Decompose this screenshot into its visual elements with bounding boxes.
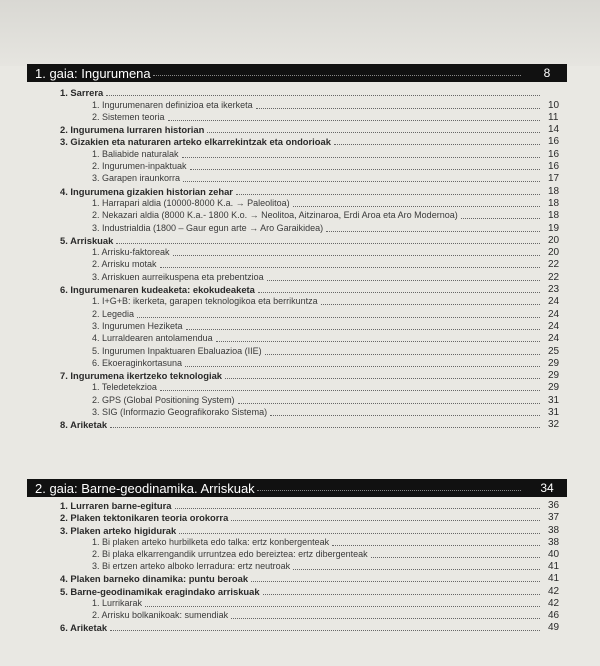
toc-entry-title: 1. Bi plaken arteko hurbilketa edo talka: ertz konbergenteak: [92, 536, 330, 547]
dot-leader: [238, 403, 540, 404]
toc-entry-title: 1. Teledetekzioa: [92, 382, 157, 393]
toc-entry: [0, 246, 600, 258]
toc-entry-page: 11: [548, 111, 559, 123]
toc-entry: [0, 369, 600, 381]
dot-leader: [267, 280, 540, 281]
toc-entry: [0, 209, 600, 221]
toc-entry-page: 10: [548, 99, 560, 111]
dot-leader: [116, 243, 540, 244]
toc-entry-page: 23: [548, 284, 560, 296]
dot-leader: [182, 157, 540, 158]
toc-entry-page: 18: [548, 197, 560, 209]
toc-entry: [0, 344, 600, 356]
toc-entry-page: 20: [548, 247, 560, 259]
dot-leader: [293, 206, 540, 207]
dot-leader: [256, 108, 540, 109]
toc-entry: [0, 270, 600, 282]
dot-leader: [106, 95, 540, 96]
dot-leader: [332, 545, 540, 546]
dot-leader: [321, 304, 540, 305]
toc-entry: [0, 111, 600, 123]
toc-entry-page: 19: [548, 222, 560, 234]
toc-entry-page: 17: [548, 173, 560, 185]
toc-entry: [0, 609, 600, 621]
toc-entry-page: 24: [548, 308, 560, 320]
toc-entry: [0, 357, 600, 369]
dot-leader: [160, 390, 540, 391]
toc-entry: [0, 393, 600, 405]
toc-entry-title: 2. Arrisku motak: [92, 259, 157, 270]
toc-entry-title: 5. Barne-geodinamikak eragindako arriskuak: [60, 585, 260, 597]
toc-entry-page: 16: [548, 148, 560, 160]
toc-entry-title: 1. Baliabide naturalak: [92, 148, 179, 159]
dot-leader: [231, 520, 540, 521]
toc-entry-page: 32: [548, 419, 560, 431]
dot-leader: [225, 378, 540, 379]
dot-leader: [190, 169, 540, 170]
toc-entry-page: 24: [548, 333, 560, 345]
toc-entry-page: 25: [548, 345, 560, 357]
dot-leader: [183, 181, 540, 182]
toc-entry-page: 38: [548, 536, 560, 548]
page-top-margin: [0, 0, 600, 66]
toc-entry-title: 4. Plaken barneko dinamika: puntu beroak: [60, 573, 249, 585]
toc-entry-page: 22: [548, 271, 560, 283]
toc-entry-title: 4. Ingurumena gizakien historian zehar: [60, 185, 233, 197]
toc-entry-title: 3. Garapen iraunkorra: [92, 173, 181, 184]
toc-entry-title: 3. Plaken arteko higidurak: [60, 524, 177, 536]
toc-entry: [0, 172, 600, 184]
toc-entry: [0, 320, 600, 332]
toc-entry-page: 22: [548, 259, 560, 271]
toc-entry-page: 16: [548, 136, 560, 148]
dot-leader: [173, 255, 540, 256]
toc-entry-title: 2. Legedia: [92, 308, 135, 319]
toc-entry-title: 2. Ingurumena lurraren historian: [60, 124, 205, 136]
toc-entry-page: 46: [548, 609, 560, 621]
toc-entry-page: 29: [548, 382, 560, 394]
dot-leader: [265, 354, 540, 355]
toc-entry: [0, 98, 600, 110]
toc-entry-title: 2. Nekazari aldia (8000 K.a.- 1800 K.o. → Neolitoa, Aitzinaroa, Erdi Aroa eta Aro Modernoa): [92, 210, 458, 221]
toc-entry-title: 2. Ingurumen-inpaktuak: [92, 161, 187, 172]
dot-leader: [371, 557, 540, 558]
toc-entry: [0, 258, 600, 270]
toc-entry-page: 49: [548, 622, 560, 634]
toc-entry-page: 14: [548, 124, 560, 136]
chapter-1-header: [27, 64, 567, 82]
toc-entry-page: 18: [548, 210, 560, 222]
toc-entry-page: 41: [548, 573, 560, 585]
toc-entry-title: 6. Ariketak: [60, 622, 108, 634]
toc-entry-page: 29: [548, 370, 560, 382]
toc-entry: [0, 221, 600, 233]
toc-entry-title: 6. Ekoeraginkortasuna: [92, 357, 183, 368]
toc-entry: [0, 511, 600, 523]
dot-leader: [137, 317, 540, 318]
toc-entry-page: 29: [548, 357, 560, 369]
toc-entry-title: 5. Ingurumen Inpaktuaren Ebaluazioa (IIE): [92, 345, 262, 356]
dot-leader: [326, 231, 540, 232]
dot-leader: [334, 144, 540, 145]
chapter-2-toc: [0, 499, 600, 633]
toc-entry: [0, 381, 600, 393]
dot-leader: [179, 533, 540, 534]
chapter-1-title: 1. gaia: Ingurumena: [35, 65, 151, 81]
toc-entry-page: 38: [548, 524, 560, 536]
toc-entry: [0, 234, 600, 246]
toc-entry-title: 2. Sistemen teoria: [92, 111, 165, 122]
toc-entry: [0, 295, 600, 307]
toc-entry-title: 6. Ingurumenaren kudeaketa: ekokudeaketa: [60, 284, 255, 296]
toc-entry: [0, 584, 600, 596]
chapter-2-leader: [257, 490, 521, 491]
dot-leader: [231, 618, 540, 619]
toc-entry-title: 1. I+G+B: ikerketa, garapen teknologikoa eta berrikuntza: [92, 296, 318, 307]
toc-entry: [0, 332, 600, 344]
toc-entry-title: 3. Bi ertzen arteko alboko lerradura: ertz neutroak: [92, 561, 291, 572]
dot-leader: [160, 267, 540, 268]
toc-entry-title: 3. Arriskuen aurreikuspena eta prebentzioa: [92, 271, 264, 282]
toc-entry: [0, 536, 600, 548]
chapter-2-page: 34: [540, 481, 554, 495]
toc-entry: [0, 147, 600, 159]
toc-entry: [0, 160, 600, 172]
toc-entry-title: 3. Gizakien eta naturaren arteko elkarrekintzak eta ondorioak: [60, 136, 331, 148]
toc-entry: [0, 523, 600, 535]
dot-leader: [110, 427, 540, 428]
toc-entry-page: 18: [548, 185, 560, 197]
toc-entry-title: 8. Ariketak: [60, 419, 108, 431]
dot-leader: [175, 508, 541, 509]
dot-leader: [461, 218, 540, 219]
toc-entry-page: 31: [548, 407, 560, 419]
toc-entry-page: 41: [548, 561, 560, 573]
toc-entry-title: 2. Plaken tektonikaren teoria orokorra: [60, 512, 229, 524]
toc-entry-title: 1. Lurrikarak: [92, 597, 143, 608]
toc-entry: [0, 86, 600, 98]
toc-entry: [0, 283, 600, 295]
toc-entry: [0, 197, 600, 209]
dot-leader: [207, 132, 540, 133]
toc-entry-title: 3. SIG (Informazio Geografikorako Sistema): [92, 407, 268, 418]
toc-entry-title: 1. Harrapari aldia (10000-8000 K.a. → Paleolitoa): [92, 197, 290, 208]
toc-entry: [0, 597, 600, 609]
toc-entry: [0, 418, 600, 430]
chapter-1-toc: [0, 86, 600, 430]
toc-entry-page: 24: [548, 296, 560, 308]
toc-entry: [0, 621, 600, 633]
dot-leader: [110, 630, 540, 631]
toc-entry-title: 2. Arrisku bolkanikoak: sumendiak: [92, 609, 229, 620]
dot-leader: [185, 366, 540, 367]
toc-entry: [0, 406, 600, 418]
toc-entry: [0, 572, 600, 584]
chapter-1-page: 8: [543, 66, 551, 80]
toc-entry-page: 36: [548, 500, 560, 512]
toc-entry-title: 1. Sarrera: [60, 87, 104, 99]
dot-leader: [270, 415, 540, 416]
dot-leader: [145, 606, 540, 607]
toc-entry-page: 42: [548, 585, 560, 597]
dot-leader: [186, 329, 540, 330]
toc-entry-page: 40: [548, 548, 560, 560]
toc-entry-title: 5. Arriskuak: [60, 234, 114, 246]
toc-entry-page: 16: [548, 161, 560, 173]
chapter-1-leader: [153, 75, 521, 76]
toc-entry-title: 4. Lurraldearen antolamendua: [92, 333, 213, 344]
toc-entry-page: 24: [548, 320, 560, 332]
toc-entry: [0, 560, 600, 572]
toc-entry: [0, 548, 600, 560]
toc-entry: [0, 307, 600, 319]
chapter-2-header: [27, 479, 567, 497]
toc-entry: [0, 135, 600, 147]
toc-entry-title: 1. Lurraren barne-egitura: [60, 500, 172, 512]
toc-entry-title: 1. Arrisku-faktoreak: [92, 247, 170, 258]
toc-entry-title: 2. GPS (Global Positioning System): [92, 394, 235, 405]
toc-entry-title: 1. Ingurumenaren definizioa eta ikerketa: [92, 99, 253, 110]
dot-leader: [258, 292, 540, 293]
toc-entry: [0, 499, 600, 511]
chapter-2-title: 2. gaia: Barne-geodinamika. Arriskuak: [35, 480, 255, 496]
toc-entry-page: 31: [548, 394, 560, 406]
toc-entry-page: 37: [548, 512, 560, 524]
toc-entry-title: 7. Ingurumena ikertzeko teknologiak: [60, 370, 223, 382]
toc-entry: [0, 123, 600, 135]
toc-entry-page: 20: [548, 234, 560, 246]
dot-leader: [236, 194, 540, 195]
dot-leader: [293, 569, 540, 570]
dot-leader: [251, 581, 540, 582]
toc-entry-title: 3. Industrialdia (1800 – Gaur egun arte → Aro Garaikidea): [92, 222, 324, 233]
toc-entry-title: 2. Bi plaka elkarrengandik urruntzea edo bereiztea: ertz dibergenteak: [92, 548, 368, 559]
toc-entry-page: 42: [548, 597, 560, 609]
dot-leader: [216, 341, 540, 342]
toc-entry-title: 3. Ingurumen Heziketa: [92, 320, 183, 331]
dot-leader: [263, 594, 540, 595]
dot-leader: [168, 120, 540, 121]
toc-entry: [0, 184, 600, 196]
